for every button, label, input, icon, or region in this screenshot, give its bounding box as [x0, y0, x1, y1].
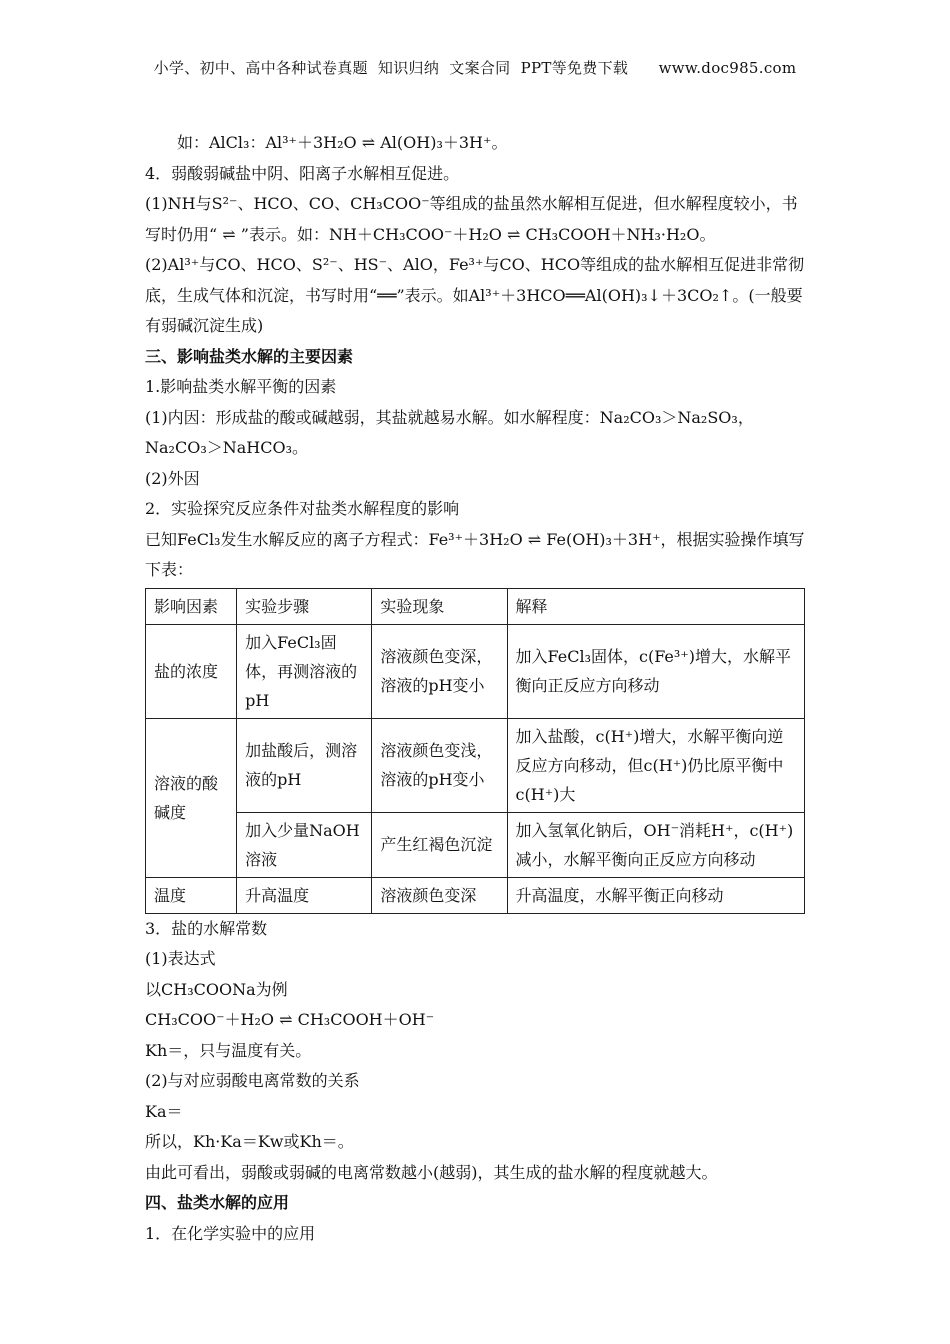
table-cell: 溶液颜色变深，溶液的pH变小 — [372, 624, 507, 718]
point-4-1: (1)NH与S²⁻、HCO、CO、CH₃COO⁻等组成的盐虽然水解相互促进，但水解程度较小，书写时仍用“ ⇌ ”表示。如：NH＋CH₃COO⁻＋H₂O ⇌ CH₃COOH＋NH₃·H₂O。 — [145, 194, 798, 244]
experiment-table — [145, 588, 805, 914]
table-row — [146, 718, 805, 812]
table-cell: 加入FeCl₃固体，再测溶液的pH — [237, 624, 372, 718]
table-cell: 盐的浓度 — [146, 624, 237, 718]
acetate-equation: CH₃COO⁻＋H₂O ⇌ CH₃COOH＋OH⁻ — [145, 1010, 435, 1029]
document-body — [145, 128, 805, 1249]
table-cell: 加盐酸后，测溶液的pH — [237, 718, 372, 812]
point-4: 4．弱酸弱碱盐中阴、阳离子水解相互促进。 — [145, 163, 460, 183]
table-header-cell: 实验现象 — [372, 588, 507, 624]
table-cell: 加入氢氧化钠后，OH⁻消耗H⁺，c(H⁺)减小，水解平衡向正反应方向移动 — [507, 812, 804, 877]
conclusion: 由此可看出，弱酸或弱碱的电离常数越小(越弱)，其生成的盐水解的程度就越大。 — [145, 1162, 718, 1182]
ka-expression: Ka＝ — [145, 1101, 183, 1121]
table-cell: 加入盐酸，c(H⁺)增大，水解平衡向逆反应方向移动，但c(H⁺)仍比原平衡中c(H⁺)大 — [507, 718, 804, 812]
table-cell: 溶液的酸碱度 — [146, 718, 237, 877]
table-row — [146, 624, 805, 718]
example-alcl3: 如：AlCl₃：Al³⁺＋3H₂O ⇌ Al(OH)₃＋3H⁺。 — [177, 133, 508, 152]
kh-ka-relation: 所以，Kh·Ka＝Kw或Kh＝。 — [145, 1132, 354, 1151]
example-line: 以CH₃COONa为例 — [145, 979, 288, 999]
internal-cause: (1)内因：形成盐的酸或碱越弱，其盐就越易水解。如水解程度：Na₂CO₃＞Na₂SO₃，Na₂CO₃＞NaHCO₃。 — [145, 407, 754, 457]
sub-heading-factors: 1.影响盐类水解平衡的因素 — [145, 377, 337, 396]
table-header-row — [146, 588, 805, 624]
application-1: 1．在化学实验中的应用 — [145, 1223, 316, 1243]
table-cell: 加入少量NaOH溶液 — [237, 812, 372, 877]
table-cell: 产生红褐色沉淀 — [372, 812, 507, 877]
page-header: 小学、初中、高中各种试卷真题 知识归纳 文案合同 PPT等免费下载 www.doc985.com — [153, 59, 797, 77]
point-4-2: (2)Al³⁺与CO、HCO、S²⁻、HS⁻、AlO，Fe³⁺与CO、HCO等组成的盐水解相互促进非常彻底，生成气体和沉淀，书写时用“══”表示。如Al³⁺＋3HCO══Al(OH)₃↓＋3CO₂↑。(一般要有弱碱沉淀生成) — [145, 255, 805, 335]
fecl3-intro: 已知FeCl₃发生水解反应的离子方程式：Fe³⁺＋3H₂O ⇌ Fe(OH)₃＋3H⁺，根据实验操作填写下表： — [145, 529, 805, 579]
table-header-cell: 影响因素 — [146, 588, 237, 624]
kh-expression: Kh＝，只与温度有关。 — [145, 1040, 312, 1060]
section-heading-3: 三、影响盐类水解的主要因素 — [145, 346, 354, 366]
table-header-cell: 解释 — [507, 588, 804, 624]
table-cell: 溶液颜色变深 — [372, 877, 507, 913]
section-heading-4: 四、盐类水解的应用 — [145, 1193, 290, 1212]
table-header-cell: 实验步骤 — [237, 588, 372, 624]
table-cell: 加入FeCl₃固体，c(Fe³⁺)增大，水解平衡向正反应方向移动 — [507, 624, 804, 718]
expression-heading: (1)表达式 — [145, 949, 216, 968]
table-cell: 升高温度 — [237, 877, 372, 913]
table-row — [146, 877, 805, 913]
table-cell: 溶液颜色变浅，溶液的pH变小 — [372, 718, 507, 812]
external-cause: (2)外因 — [145, 468, 200, 488]
relation-heading: (2)与对应弱酸电离常数的关系 — [145, 1071, 360, 1090]
table-cell: 温度 — [146, 877, 237, 913]
table-row — [146, 812, 805, 877]
sub-heading-constant: 3．盐的水解常数 — [145, 918, 268, 938]
sub-heading-experiment: 2．实验探究反应条件对盐类水解程度的影响 — [145, 499, 460, 518]
table-cell: 升高温度，水解平衡正向移动 — [507, 877, 804, 913]
